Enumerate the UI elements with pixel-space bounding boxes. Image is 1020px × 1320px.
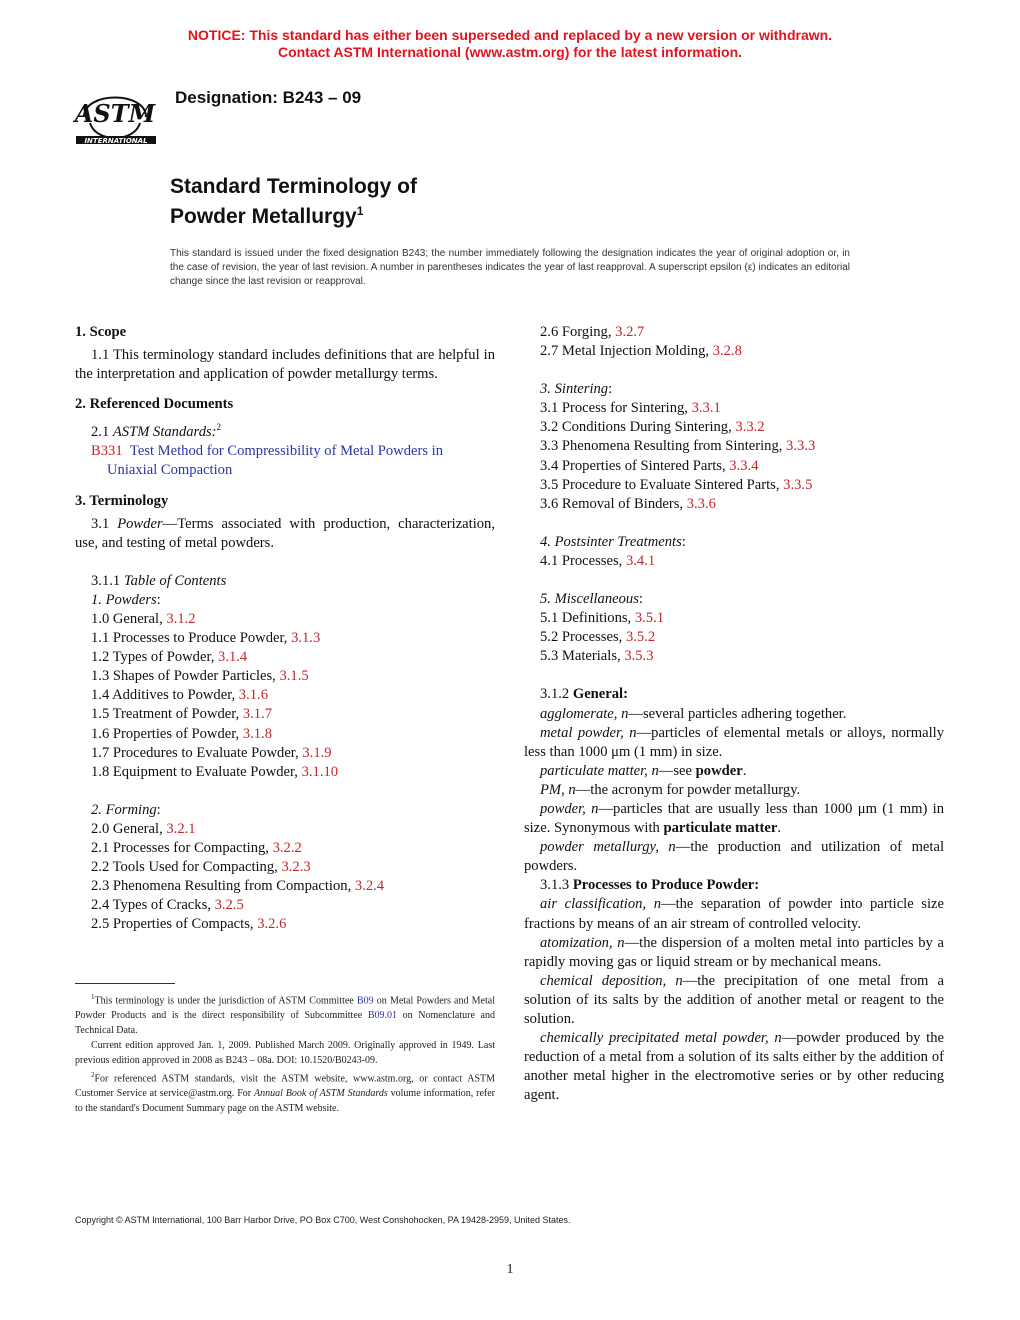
toc-entry-link[interactable]: 3.5.2 bbox=[625, 629, 656, 646]
toc-entry-link[interactable]: 3.2.6 bbox=[257, 916, 287, 933]
footnote-1: $^1$This terminology is under the jurisdiction of ASTM Committee B09 on Metal Powders and Metal Powder Products and is the direct responsibility of Subcommittee B09.01 on Nomenclature and Technical Data. bbox=[75, 993, 495, 1036]
toc-entry: 5.3 Materials, 3.5.3 bbox=[540, 648, 654, 665]
toc-entry: 1.8 Equipment to Evaluate Powder, 3.1.10 bbox=[91, 763, 339, 780]
issuance-note: This standard is issued under the fixed designation B243; the number immediately following the designation indicates the year of original adoption or, in the case of revision, the year of last revision. A number in parentheses indicates the year of last reapproval. A superscript epsilon (ε) indicates an editorial change since the last revision or reapproval. bbox=[170, 248, 850, 288]
term-name: chemical deposition, n bbox=[540, 972, 683, 989]
toc-entry: 2.7 Metal Injection Molding, 3.2.8 bbox=[540, 343, 742, 360]
term-definition: metal powder, n—particles of elemental metals or alloys, normally less than 1000 μm (1 mm) in size. bbox=[524, 724, 944, 760]
toc-entry: 3.4 Properties of Sintered Parts, 3.3.4 bbox=[540, 457, 759, 474]
scope-paragraph: 1.1 This terminology standard includes definitions that are helpful in the interpretation and application of powder metallurgy terms. bbox=[75, 347, 495, 383]
term-name: metal powder, n bbox=[540, 724, 637, 741]
toc-entry: 1.2 Types of Powder, 3.1.4 bbox=[91, 649, 248, 666]
toc-entry: 2.3 Phenomena Resulting from Compaction, 3.2.4 bbox=[91, 878, 385, 895]
left-column bbox=[75, 323, 495, 934]
process-terms bbox=[524, 895, 944, 1105]
toc-entry: 3.2 Conditions During Sintering, 3.3.2 bbox=[540, 419, 765, 436]
toc-entry-link[interactable]: 3.2.1 bbox=[166, 820, 196, 837]
toc-section-postsinter: 4. Postsinter Treatments: bbox=[540, 533, 686, 550]
toc-entry: 5.1 Definitions, 3.5.1 bbox=[540, 610, 665, 627]
toc-entry-link[interactable]: 3.1.9 bbox=[302, 744, 332, 761]
toc-entry-link[interactable]: 3.3.5 bbox=[783, 476, 813, 493]
toc-entry: 5.2 Processes, 3.5.2 bbox=[540, 629, 656, 646]
toc-entry: 3.1 Process for Sintering, 3.3.1 bbox=[540, 400, 721, 417]
toc-label: 3.1.1 Table of Contents bbox=[91, 572, 227, 589]
toc-entry-link[interactable]: 3.1.5 bbox=[279, 668, 309, 685]
toc-misc-list bbox=[524, 609, 944, 666]
term-definition: chemically precipitated metal powder, n—powder produced by the reduction of a metal from a solution of its salts either by the addition of another metal higher in the electromotive series or by other reducing agent. bbox=[524, 1030, 944, 1104]
toc-entry-link[interactable]: 3.1.6 bbox=[238, 687, 268, 704]
toc-entry: 3.6 Removal of Binders, 3.3.6 bbox=[540, 495, 716, 512]
term-name: powder metallurgy, n bbox=[540, 839, 676, 856]
toc-entry: 2.5 Properties of Compacts, 3.2.6 bbox=[91, 916, 287, 933]
toc-entry-link[interactable]: 3.1.4 bbox=[218, 649, 248, 666]
term-definition: atomization, n—the dispersion of a molten metal into particles by a rapidly moving gas or liquid stream or by mechanical means. bbox=[524, 934, 944, 970]
toc-entry-link[interactable]: 3.1.8 bbox=[242, 725, 273, 742]
term-definition: powder metallurgy, n—the production and utilization of metal powders. bbox=[524, 839, 944, 875]
page-number: 1 bbox=[506, 1262, 514, 1277]
toc-entry: 2.4 Types of Cracks, 3.2.5 bbox=[91, 897, 244, 914]
term-definition: chemical deposition, n—the precipitation of one metal from a solution of its salts by the addition of another metal or reagent to the solution. bbox=[524, 972, 944, 1027]
term-definition: PM, n—the acronym for powder metallurgy. bbox=[540, 781, 801, 798]
toc-entry: 1.3 Shapes of Powder Particles, 3.1.5 bbox=[91, 668, 309, 685]
term-name: powder, n bbox=[540, 800, 599, 817]
toc-entry-link[interactable]: 3.1.10 bbox=[301, 763, 339, 780]
referenced-docs-heading: 2. Referenced Documents bbox=[75, 396, 234, 413]
footnote-2: $^2$For referenced ASTM standards, visit the ASTM website, www.astm.org, or contact ASTM Customer Service at service@astm.org. For Annual Book of ASTM Standards volume information, refer to the standard's Document Summary page on the ASTM website. bbox=[75, 1071, 495, 1115]
notice-line-2: Contact ASTM International (www.astm.org) for the latest information. bbox=[277, 44, 743, 60]
subcommittee-link[interactable]: B09.01 bbox=[367, 1010, 398, 1022]
toc-entry-link[interactable]: 3.3.3 bbox=[786, 438, 816, 455]
term-name: air classification, n bbox=[540, 896, 661, 913]
toc-entry-link[interactable]: 3.3.2 bbox=[735, 419, 765, 436]
toc-entry-link[interactable]: 3.3.4 bbox=[729, 457, 759, 474]
toc-entry-link[interactable]: 3.5.1 bbox=[634, 610, 665, 627]
document-title bbox=[170, 175, 417, 229]
referenced-doc-b331[interactable] bbox=[75, 442, 495, 480]
term-name: PM, n bbox=[540, 781, 576, 798]
toc-entry: 2.1 Processes for Compacting, 3.2.2 bbox=[91, 840, 302, 857]
toc-forming-list-continued bbox=[524, 323, 944, 361]
logo-wordmark: ASTM bbox=[74, 99, 156, 128]
toc-entry: 1.1 Processes to Produce Powder, 3.1.3 bbox=[91, 630, 321, 647]
toc-entry: 4.1 Processes, 3.4.1 bbox=[540, 552, 656, 569]
footnote-1-edition: Current edition approved Jan. 1, 2009. Published March 2009. Originally approved in 1949. Last previous edition approved in 2008 as B243 – 08a. DOI: 10.1520/B0243-09. bbox=[75, 1039, 495, 1066]
toc-entry-link[interactable]: 3.3.6 bbox=[686, 495, 716, 512]
toc-postsinter-list bbox=[524, 552, 944, 571]
term-definition: air classification, n—the separation of powder into particle size fractions by means of an air stream of controlled velocity. bbox=[524, 896, 944, 932]
term-name: chemically precipitated metal powder, n bbox=[540, 1030, 782, 1047]
toc-entry: 1.7 Procedures to Evaluate Powder, 3.1.9 bbox=[91, 744, 332, 761]
astm-logo bbox=[66, 73, 164, 155]
toc-powders-list bbox=[75, 610, 495, 782]
toc-section-sintering: 3. Sintering: bbox=[540, 381, 613, 398]
toc-entry-link[interactable]: 3.2.4 bbox=[354, 878, 385, 895]
term-definition: agglomerate, n—several particles adhering together. bbox=[540, 705, 847, 722]
toc-entry: 2.0 General, 3.2.1 bbox=[91, 820, 196, 837]
toc-entry-link[interactable]: 3.1.2 bbox=[166, 610, 196, 627]
toc-entry: 1.6 Properties of Powder, 3.1.8 bbox=[91, 725, 273, 742]
scope-heading: 1. Scope bbox=[75, 324, 127, 340]
footnote-rule bbox=[75, 983, 175, 984]
notice-line-1: NOTICE: This standard has either been superseded and replaced by a new version or withdrawn. bbox=[187, 27, 833, 43]
toc-entry-link[interactable]: 3.4.1 bbox=[625, 552, 656, 569]
term-definition: particulate matter, n—see powder. bbox=[540, 762, 747, 779]
withdrawal-notice bbox=[0, 27, 1020, 61]
doc-id-link[interactable]: B331 bbox=[91, 443, 123, 460]
toc-entry-link[interactable]: 3.2.7 bbox=[615, 324, 645, 340]
toc-entry: 3.3 Phenomena Resulting from Sintering, 3.3.3 bbox=[540, 438, 816, 455]
doc-title-link[interactable]: Test Method for Compressibility of Metal Powders in Uniaxial Compaction bbox=[107, 443, 444, 479]
toc-entry: 3.5 Procedure to Evaluate Sintered Parts, 3.3.5 bbox=[540, 476, 813, 493]
general-heading: 3.1.2 General: bbox=[540, 686, 628, 703]
toc-sintering-list bbox=[524, 399, 944, 514]
toc-entry: 2.6 Forging, 3.2.7 bbox=[540, 324, 645, 340]
term-definition: powder, n—particles that are usually less than 1000 μm (1 mm) in size. Synonymous with particulate matter. bbox=[524, 800, 944, 837]
terminology-paragraph: 3.1 Powder—Terms associated with production, characterization, use, and testing of metal powders. bbox=[75, 515, 495, 551]
astm-standards-label: 2.1 ASTM Standards:$^2$ bbox=[91, 422, 222, 441]
title-line-2: Powder Metallurgy$^1$ bbox=[170, 204, 364, 228]
terminology-heading: 3. Terminology bbox=[75, 492, 169, 509]
see-also-term: powder bbox=[695, 762, 743, 779]
toc-entry-link[interactable]: 3.1.7 bbox=[242, 706, 273, 723]
toc-section-powders: 1. Powders: bbox=[91, 591, 161, 608]
term-name: atomization, n bbox=[540, 934, 625, 951]
designation: Designation: B243 – 09 bbox=[175, 88, 362, 107]
toc-entry-link[interactable]: 3.2.3 bbox=[281, 859, 311, 876]
toc-entry-link[interactable]: 3.2.5 bbox=[214, 897, 244, 914]
toc-entry: 1.4 Additives to Powder, 3.1.6 bbox=[91, 687, 268, 704]
see-also-term: particulate matter bbox=[663, 820, 778, 837]
toc-section-forming: 2. Forming: bbox=[91, 801, 161, 818]
toc-entry-link[interactable]: 3.2.2 bbox=[272, 840, 302, 857]
logo-international: INTERNATIONAL bbox=[84, 137, 148, 145]
title-line-1: Standard Terminology of bbox=[170, 175, 417, 198]
toc-forming-list bbox=[75, 820, 495, 935]
copyright-line: Copyright © ASTM International, 100 Barr Harbor Drive, PO Box C700, West Conshohocken, PA 19428-2959, United States. bbox=[75, 1215, 571, 1225]
term-name: particulate matter, n bbox=[540, 762, 659, 779]
term-name: agglomerate, n bbox=[540, 705, 629, 722]
toc-entry: 2.2 Tools Used for Compacting, 3.2.3 bbox=[91, 859, 311, 876]
toc-section-misc: 5. Miscellaneous: bbox=[540, 591, 643, 608]
toc-entry: 1.0 General, 3.1.2 bbox=[91, 610, 196, 627]
toc-entry: 1.5 Treatment of Powder, 3.1.7 bbox=[91, 706, 273, 723]
right-column bbox=[524, 323, 944, 1105]
toc-entry-link[interactable]: 3.1.3 bbox=[291, 630, 321, 647]
footnotes bbox=[75, 990, 495, 1117]
general-terms bbox=[524, 705, 944, 877]
toc-entry-link[interactable]: 3.5.3 bbox=[624, 648, 654, 665]
title-footnote-mark: 1 bbox=[356, 204, 364, 218]
toc-entry-link[interactable]: 3.3.1 bbox=[691, 400, 721, 417]
processes-heading: 3.1.3 Processes to Produce Powder: bbox=[540, 877, 760, 894]
toc-entry-link[interactable]: 3.2.8 bbox=[712, 343, 742, 360]
committee-link[interactable]: B09 bbox=[356, 995, 374, 1007]
